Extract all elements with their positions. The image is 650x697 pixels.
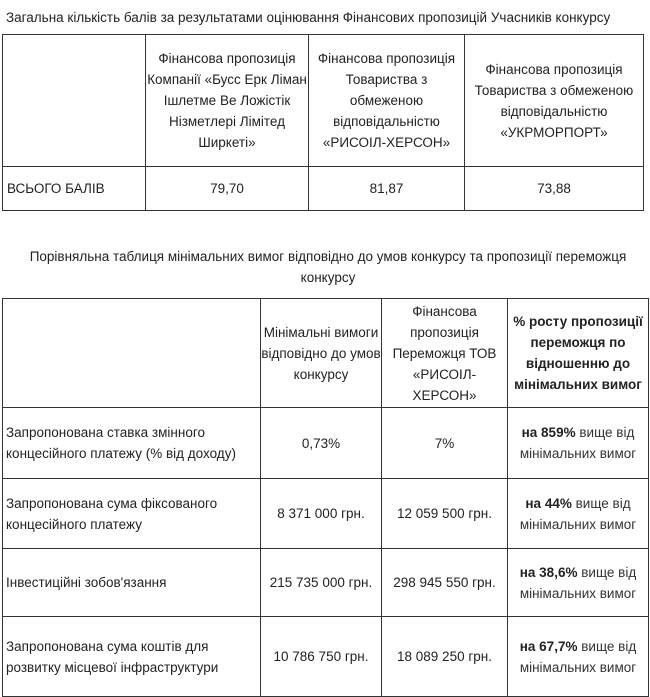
scores-table bbox=[2, 34, 644, 211]
growth-percent: на 67,7% bbox=[519, 638, 578, 654]
winner-value: 12 059 500 грн. bbox=[382, 479, 508, 549]
header-winner-proposal: Фінансова пропозиція Переможця ТОВ «РИСОІЛ-ХЕРСОН» bbox=[382, 299, 508, 408]
comparison-header-row bbox=[3, 299, 649, 408]
section2-title: Порівняльна таблиця мінімальних вимог відповідно до умов конкурсу та пропозиції переможця конкурсу bbox=[29, 249, 627, 285]
winner-value: 7% bbox=[382, 408, 508, 479]
column-header-ukrmorport: Фінансова пропозиція Товариства з обмеженою відповідальністю «УКРМОРПОРТ» bbox=[465, 35, 644, 167]
table-row bbox=[3, 617, 649, 697]
growth-percent: на 38,6% bbox=[519, 564, 578, 580]
empty-header-cell bbox=[3, 299, 261, 408]
section1-title: Загальна кількість балів за результатами оцінювання Фінансових пропозицій Учасників конкурсу bbox=[6, 10, 611, 25]
growth-value bbox=[508, 408, 649, 479]
total-score-row bbox=[3, 167, 644, 211]
column-header-risoil: Фінансова пропозиція Товариства з обмеженою відповідальністю «РИСОІЛ-ХЕРСОН» bbox=[309, 35, 465, 167]
total-score-label: ВСЬОГО БАЛІВ bbox=[3, 167, 146, 211]
column-header-buss: Фінансова пропозиція Компанії «Бусс Ерк Ліман Ішлетме Ве Ложістік Нізметлері Лімітед Ширкеті» bbox=[146, 35, 309, 167]
header-minimum-requirements: Мінімальні вимоги відповідно до умов конкурсу bbox=[261, 299, 382, 408]
growth-percent: на 44% bbox=[525, 495, 572, 511]
comparison-table bbox=[2, 298, 649, 697]
growth-percent: на 859% bbox=[521, 425, 576, 440]
row-label: Інвестиційні зобов'язання bbox=[3, 549, 261, 617]
row-label: Запропонована ставка змінного концесійного платежу (% від доходу) bbox=[3, 408, 261, 479]
winner-value: 18 089 250 грн. bbox=[382, 617, 508, 697]
table-row bbox=[3, 408, 649, 479]
minimum-value: 0,73% bbox=[261, 408, 382, 479]
score-buss: 79,70 bbox=[146, 167, 309, 211]
table-row bbox=[3, 549, 649, 617]
growth-suffix: вище від мінімальних вимог bbox=[519, 495, 637, 532]
minimum-value: 215 735 000 грн. bbox=[261, 549, 382, 617]
growth-suffix: вище від мінімальних вимог bbox=[519, 638, 637, 675]
growth-value bbox=[508, 549, 649, 617]
score-ukrmorport: 73,88 bbox=[465, 167, 644, 211]
growth-suffix: вище від мінімальних вимог bbox=[519, 425, 637, 461]
table-row bbox=[3, 479, 649, 549]
score-risoil: 81,87 bbox=[309, 167, 465, 211]
row-label: Запропонована сума коштів для розвитку місцевої інфраструктури bbox=[3, 617, 261, 697]
scores-header-row bbox=[3, 35, 644, 167]
row-label: Запропонована сума фіксованого концесійного платежу bbox=[3, 479, 261, 549]
minimum-value: 8 371 000 грн. bbox=[261, 479, 382, 549]
minimum-value: 10 786 750 грн. bbox=[261, 617, 382, 697]
winner-value: 298 945 550 грн. bbox=[382, 549, 508, 617]
growth-suffix: вище від мінімальних вимог bbox=[519, 564, 637, 601]
growth-value bbox=[508, 617, 649, 697]
growth-value bbox=[508, 479, 649, 549]
empty-header-cell bbox=[3, 35, 146, 167]
header-growth-percent: % росту пропозиції переможця по відношенню до мінімальних вимог bbox=[508, 299, 649, 408]
